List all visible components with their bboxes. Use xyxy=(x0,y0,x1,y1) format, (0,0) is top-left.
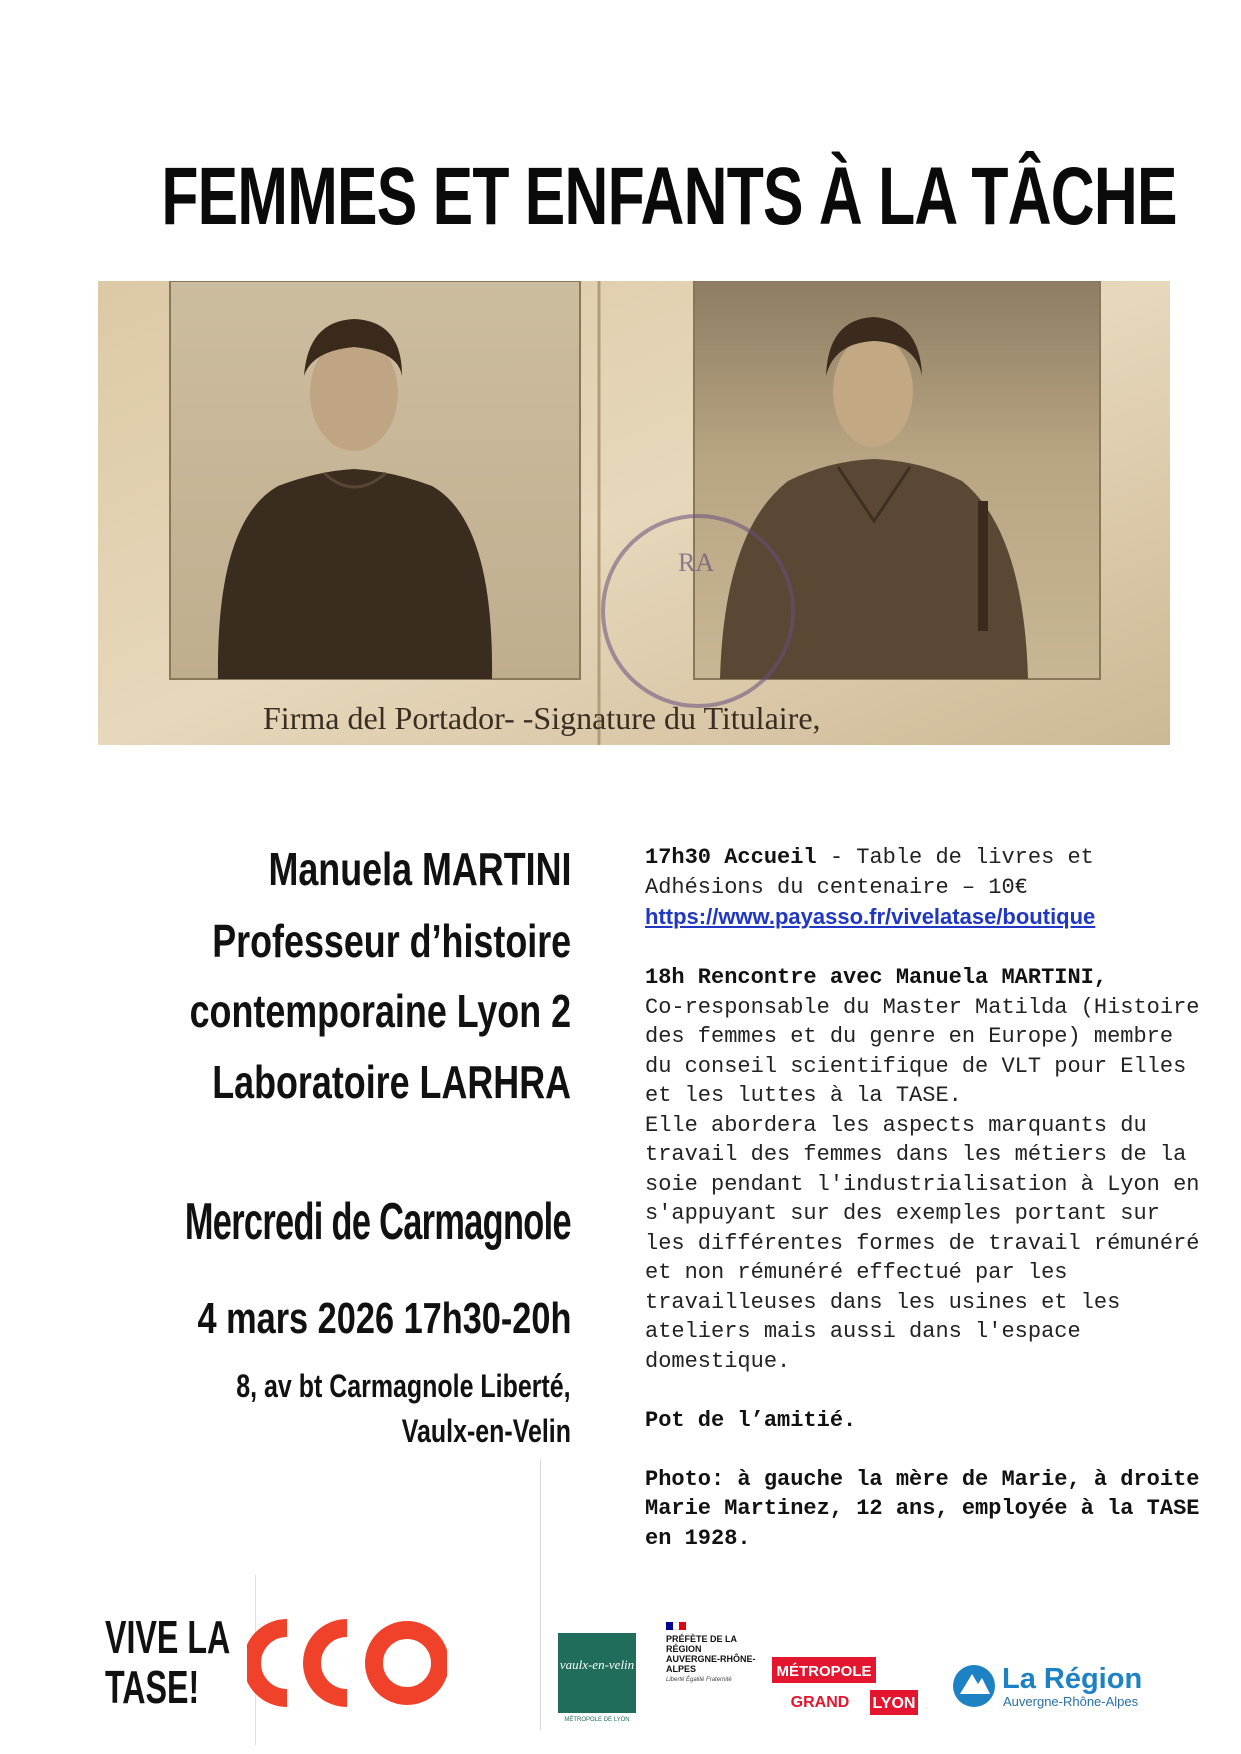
program-speaker-bio: Co-responsable du Master Matilda (Histoire des femmes et du genre en Europe) membre du conseil scientifique de VLT pour Elles et les luttes à la TASE. xyxy=(645,994,1200,1108)
stamp-text: RA xyxy=(678,548,715,577)
program-pot: Pot de l’amitié. xyxy=(645,1407,857,1433)
region-logo-name: La Région xyxy=(1002,1663,1143,1695)
photo-caption: Firma del Portador- -Signature du Titulaire, xyxy=(263,700,821,736)
metropole-grand-lyon-logo xyxy=(772,1657,922,1715)
speaker-role-line2: contemporaine Lyon 2 xyxy=(189,985,571,1037)
prefete-motto: Liberté Égalité Fraternité xyxy=(666,1677,732,1683)
divider xyxy=(540,1460,541,1730)
cco-logo xyxy=(247,1618,447,1708)
event-date: 4 mars 2026 17h30-20h xyxy=(197,1294,571,1343)
vaulx-logo-text: vaulx-en-velin xyxy=(559,1657,635,1672)
address-line1: 8, av bt Carmagnole Liberté, xyxy=(236,1368,571,1404)
photo-credit: Photo: à gauche la mère de Marie, à droite Marie Martinez, 12 ans, employée à la TASE en 1928. xyxy=(645,1466,1200,1551)
metropole-lyon-text: LYON xyxy=(872,1695,916,1712)
historic-photo xyxy=(98,281,1170,745)
prefete-logo-text: PRÉFÈTE DE LA RÉGION AUVERGNE-RHÔNE-ALPES xyxy=(666,1634,756,1674)
metropole-grand-text: GRAND xyxy=(790,1694,850,1711)
tase-logo-line1: VIVE LA xyxy=(105,1611,231,1663)
speaker-role-line1: Professeur d’histoire xyxy=(212,915,571,967)
tase-logo-line2: TASE! xyxy=(105,1661,200,1713)
vive-la-tase-logo xyxy=(105,1611,231,1713)
address-line2: Vaulx-en-Velin xyxy=(401,1413,571,1449)
poster-title: FEMMES ET ENFANTS À LA TÂCHE xyxy=(161,151,1177,242)
speaker-name: Manuela MARTINI xyxy=(267,843,571,895)
prefete-logo xyxy=(666,1622,756,1684)
program-accueil-time: 17h30 Accueil xyxy=(645,845,817,870)
program-intro xyxy=(645,843,1205,902)
program-rencontre-heading: 18h Rencontre avec Manuela MARTINI, xyxy=(645,965,1108,990)
speaker-lab: Laboratoire LARHRA xyxy=(212,1056,571,1108)
region-logo-sub: Auvergne-Rhône-Alpes xyxy=(1003,1694,1139,1709)
program-description: Elle abordera les aspects marquants du travail des femmes dans les métiers de la soie pendant l'industrialisation à Lyon en s'appuyant sur des exemples portant sur les différentes formes de travail rémunéré et non rémunéré effectué par les travailleuses dans les usines et les ateliers mais aussi dans l'espace domestique. xyxy=(645,1112,1200,1374)
vaulx-en-velin-logo xyxy=(558,1633,636,1723)
event-series: Mercredi de Carmagnole xyxy=(184,1193,571,1251)
metropole-text: MÉTROPOLE xyxy=(776,1663,872,1680)
boutique-link[interactable]: https://www.payasso.fr/vivelatase/boutique xyxy=(645,904,1096,929)
program-accueil-text: - Table de livres et Adhésions du centenaire – 10€ xyxy=(645,845,1094,900)
program-column xyxy=(645,843,1205,1553)
vaulx-logo-sub: MÉTROPOLE DE LYON xyxy=(564,1717,630,1723)
la-region-logo xyxy=(952,1660,1152,1712)
french-flag-icon xyxy=(666,1622,686,1630)
